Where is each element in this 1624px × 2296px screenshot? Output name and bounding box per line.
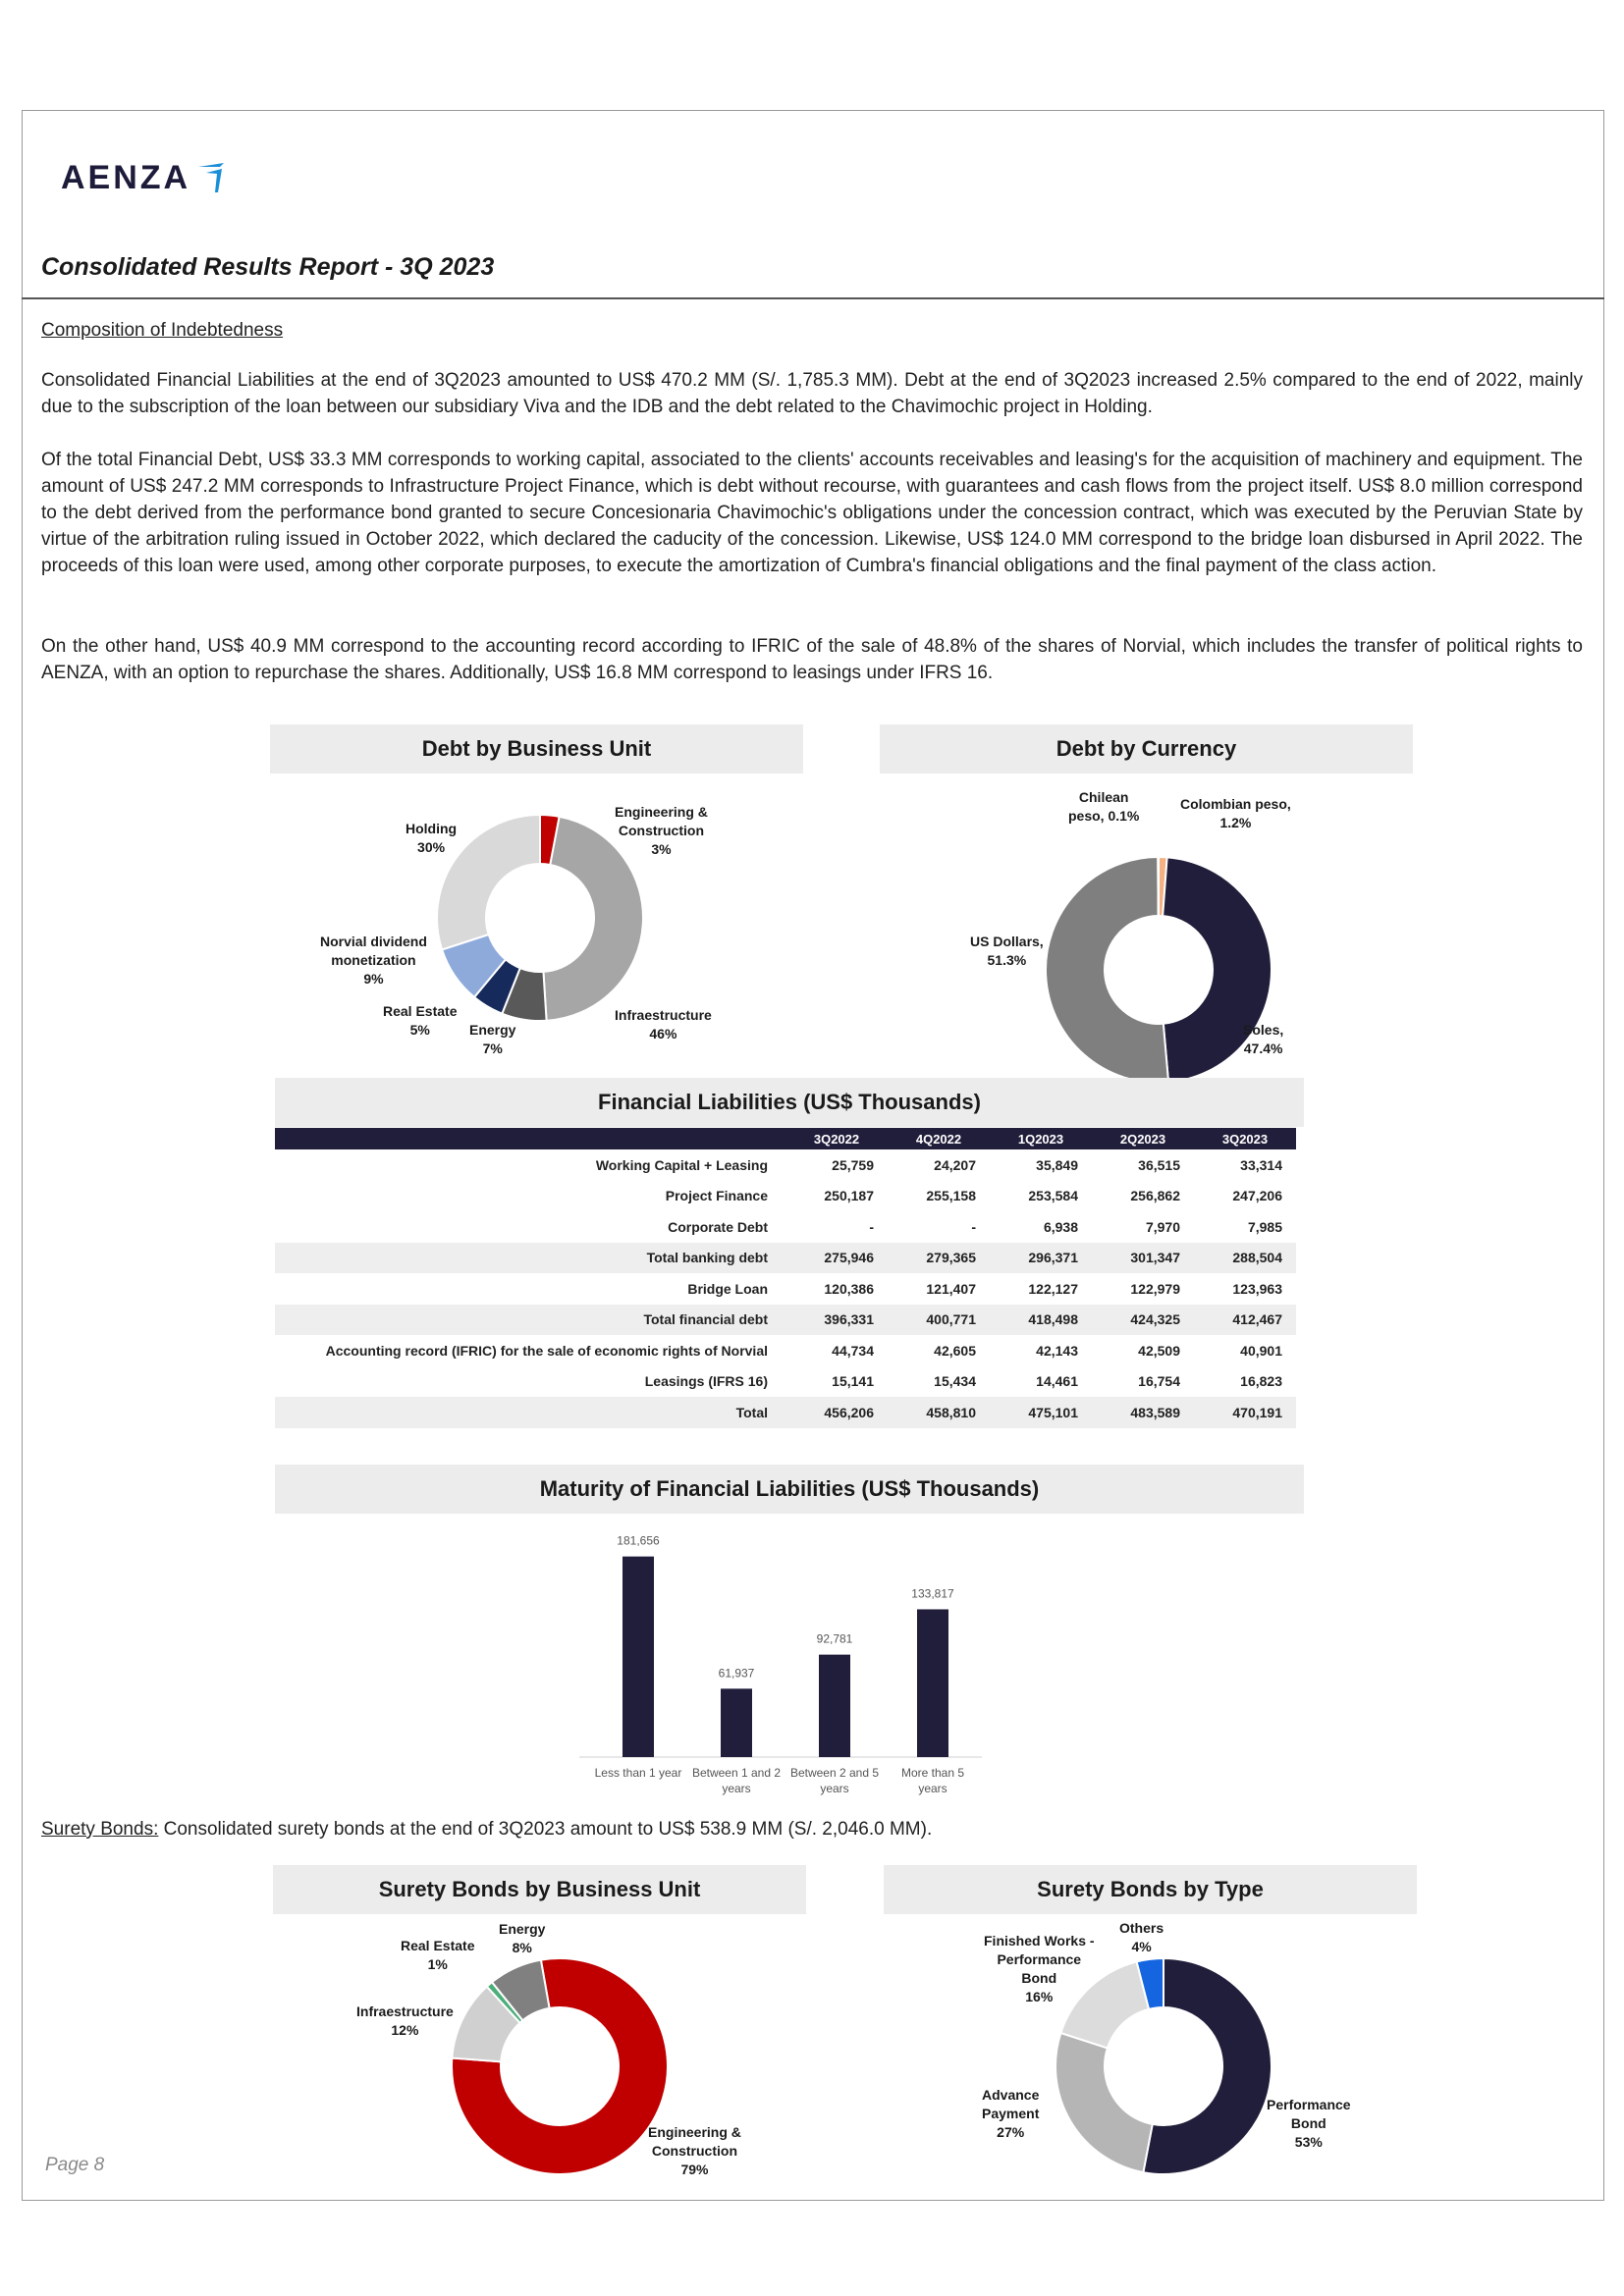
debt-currency-slice-us-dollars (1046, 857, 1168, 1083)
label-sb-energy: Energy 8% (499, 1921, 546, 1955)
table-cell: 396,331 (785, 1305, 888, 1336)
table-cell: 120,386 (824, 1280, 874, 1297)
table-cell: - (971, 1218, 976, 1235)
header-col: 3Q2023 (1194, 1128, 1296, 1149)
row-label: Total (275, 1397, 785, 1428)
table-cell: 15,141 (832, 1373, 874, 1390)
debt-by-currency-title: Debt by Currency (880, 724, 1413, 774)
table-cell: 7,985 (1247, 1218, 1282, 1235)
bar-1 (721, 1688, 752, 1757)
table-cell: 16,754 (1138, 1373, 1180, 1390)
row-label: Bridge Loan (687, 1280, 768, 1297)
table-cell: 15,434 (934, 1373, 976, 1390)
bar-3 (917, 1609, 948, 1757)
bar-value-label: 181,656 (617, 1533, 660, 1548)
table-cell: 250,187 (824, 1188, 874, 1204)
table-cell: 470,191 (1194, 1397, 1296, 1428)
table-row (275, 1366, 1296, 1398)
bar-value-label: 61,937 (718, 1666, 755, 1681)
table-cell: 35,849 (1036, 1156, 1078, 1173)
table-header-row (275, 1128, 1296, 1149)
category-label: years (918, 1782, 947, 1795)
debt-by-business-unit-title: Debt by Business Unit (270, 724, 803, 774)
label-infraestructure: Infraestructure 46% (615, 1007, 712, 1041)
table-cell: 253,584 (1028, 1188, 1078, 1204)
label-sb-real-estate: Real Estate 1% (401, 1938, 475, 1972)
logo-mark-icon (196, 161, 226, 194)
table-cell: 33,314 (1240, 1156, 1282, 1173)
table-cell: 256,862 (1130, 1188, 1180, 1204)
table-cell: 16,823 (1240, 1373, 1282, 1390)
table-cell: 424,325 (1092, 1305, 1194, 1336)
table-cell: 400,771 (888, 1305, 990, 1336)
financial-liabilities-table (275, 1128, 1296, 1428)
table-row (275, 1211, 1296, 1243)
section-heading: Composition of Indebtedness (41, 320, 284, 341)
header-col: 1Q2023 (990, 1128, 1092, 1149)
row-label: Total banking debt (275, 1243, 785, 1274)
surety-by-type-title: Surety Bonds by Type (884, 1865, 1417, 1914)
row-label: Working Capital + Leasing (595, 1156, 768, 1173)
maturity-title: Maturity of Financial Liabilities (US$ Thousands) (275, 1465, 1304, 1514)
surety-bonds-label: Surety Bonds: (41, 1819, 159, 1840)
table-row (275, 1305, 1296, 1336)
label-eng-construction: Engineering & Construction 3% (615, 804, 708, 857)
label-energy: Energy 7% (469, 1022, 516, 1056)
table-cell: 42,509 (1138, 1342, 1180, 1359)
report-title: Consolidated Results Report - 3Q 2023 (41, 253, 495, 281)
table-cell: 121,407 (926, 1280, 976, 1297)
table-cell: 24,207 (934, 1156, 976, 1173)
table-row (275, 1397, 1296, 1428)
label-us-dollars: US Dollars, 51.3% (970, 934, 1044, 968)
label-chilean-peso: Chilean peso, 0.1% (1068, 789, 1140, 824)
financial-liabilities-title: Financial Liabilities (US$ Thousands) (275, 1078, 1304, 1127)
label-sb-eng-construction: Engineering & Construction 79% (648, 2124, 741, 2177)
bar-value-label: 133,817 (911, 1586, 954, 1601)
paragraph-2: Of the total Financial Debt, US$ 33.3 MM corresponds to working capital, associated to the clients' accounts receivables and leasing's for the acquisition of machinery and equipment. The amount of US$ 247.2 MM corresponds to Infrastructure Project Finance, which is debt without recourse, with guarantees and cash flows from the project itself. US$ 8.0 million correspond to the debt derived from the performance bond granted to secure Concesionaria Chavimochic's obligations under the concession contract, which was executed by the Peruvian State by virtue of the arbitration ruling issued in October 2022, which declared the caducity of the concession. Likewise, US$ 124.0 MM correspond to the bridge loan disbursed in April 2022. The proceeds of this loan were used, among other corporate purposes, to execute the amortization of Cumbra's financial obligations and the final payment of the class action. (41, 450, 1583, 576)
table-cell: 412,467 (1194, 1305, 1296, 1336)
table-cell: 475,101 (990, 1397, 1092, 1428)
table-cell: 255,158 (926, 1188, 976, 1204)
row-label: Total financial debt (275, 1305, 785, 1336)
surety-type-slice-advance-payment (1056, 2033, 1153, 2172)
row-label: Leasings (IFRS 16) (644, 1373, 768, 1390)
category-label: years (722, 1782, 751, 1795)
label-others: Others 4% (1119, 1920, 1164, 1954)
maturity-bar-chart (569, 1526, 1001, 1811)
table-cell: 40,901 (1240, 1342, 1282, 1359)
table-row (275, 1335, 1296, 1366)
table-row (275, 1243, 1296, 1274)
surety-bonds-text: Consolidated surety bonds at the end of 3Q2023 amount to US$ 538.9 MM (S/. 2,046.0 MM). (158, 1819, 933, 1840)
table-cell: 296,371 (990, 1243, 1092, 1274)
table-cell: - (869, 1218, 874, 1235)
label-colombian-peso: Colombian peso, 1.2% (1180, 796, 1291, 830)
category-label: Between 1 and 2 (691, 1766, 782, 1780)
category-label: Between 2 and 5 (789, 1766, 880, 1780)
row-label: Corporate Debt (668, 1218, 768, 1235)
category-label: Less than 1 year (594, 1766, 682, 1780)
table-cell: 7,970 (1145, 1218, 1180, 1235)
table-cell: 279,365 (888, 1243, 990, 1274)
label-sb-infraestructure: Infraestructure 12% (356, 2003, 454, 2038)
category-label: More than 5 (900, 1766, 965, 1780)
label-holding (406, 820, 457, 857)
table-cell: 36,515 (1138, 1156, 1180, 1173)
table-cell: 122,127 (1028, 1280, 1078, 1297)
table-cell: 301,347 (1092, 1243, 1194, 1274)
table-cell: 123,963 (1232, 1280, 1282, 1297)
bar-value-label: 92,781 (816, 1631, 853, 1646)
label-norvial: Norvial dividend monetization 9% (320, 934, 427, 987)
paragraph-1: Consolidated Financial Liabilities at the end of 3Q2023 amounted to US$ 470.2 MM (S/. 1,785.3 MM). Debt at the end of 3Q2023 increased 2.5% compared to the end of 2022, mainly due to the subscription of the loan between our subsidiary Viva and the IDB and the debt related to the Chavimochic project in Holding. (41, 370, 1583, 417)
paragraph-3: On the other hand, US$ 40.9 MM correspond to the accounting record according to IFRIC of the sale of 48.8% of the shares of Norvial, which includes the transfer of political rights to AENZA, with an option to repurchase the shares. Additionally, US$ 16.8 MM correspond to leasings under IFRS 16. (41, 636, 1583, 683)
table-cell: 247,206 (1232, 1188, 1282, 1204)
label-real-estate: Real Estate 5% (383, 1003, 458, 1038)
table-cell: 25,759 (832, 1156, 874, 1173)
header-col: 2Q2023 (1092, 1128, 1194, 1149)
table-cell: 418,498 (990, 1305, 1092, 1336)
row-label: Accounting record (IFRIC) for the sale of economic rights of Norvial (325, 1342, 768, 1359)
table-row (275, 1149, 1296, 1181)
header-col: 4Q2022 (888, 1128, 990, 1149)
bar-2 (819, 1655, 850, 1757)
table-cell: 6,938 (1043, 1218, 1078, 1235)
table-row (275, 1181, 1296, 1212)
table-cell: 42,143 (1036, 1342, 1078, 1359)
bar-0 (623, 1557, 654, 1757)
label-finished-works: Finished Works - Performance Bond 16% (984, 1933, 1095, 2004)
surety-by-business-unit-title: Surety Bonds by Business Unit (273, 1865, 806, 1914)
label-soles: Soles, 47.4% (1243, 1022, 1284, 1056)
table-cell: 456,206 (785, 1397, 888, 1428)
table-cell: 483,589 (1092, 1397, 1194, 1428)
surety-by-business-unit-chart (442, 1949, 677, 2184)
table-cell: 458,810 (888, 1397, 990, 1428)
table-cell: 275,946 (785, 1243, 888, 1274)
table-cell: 122,979 (1130, 1280, 1180, 1297)
header-label (275, 1128, 785, 1149)
header-col: 3Q2022 (785, 1128, 888, 1149)
surety-bonds-line (41, 1819, 932, 1841)
table-cell: 288,504 (1194, 1243, 1296, 1274)
label-performance-bond: Performance Bond 53% (1267, 2097, 1351, 2150)
label-advance-payment: Advance Payment 27% (982, 2087, 1040, 2140)
page-number: Page 8 (45, 2155, 105, 2175)
table-cell: 44,734 (832, 1342, 874, 1359)
table-cell: 42,605 (934, 1342, 976, 1359)
title-divider (22, 297, 1604, 299)
company-logo: AENZA (61, 159, 191, 196)
debt-currency-slice-chilean-peso (1158, 857, 1159, 916)
label-holding-text: Holding 30% (406, 821, 458, 855)
table-row (275, 1273, 1296, 1305)
table-cell: 14,461 (1036, 1373, 1078, 1390)
row-label: Project Finance (665, 1188, 768, 1204)
category-label: years (820, 1782, 849, 1795)
debt-by-currency-chart (1041, 852, 1276, 1088)
